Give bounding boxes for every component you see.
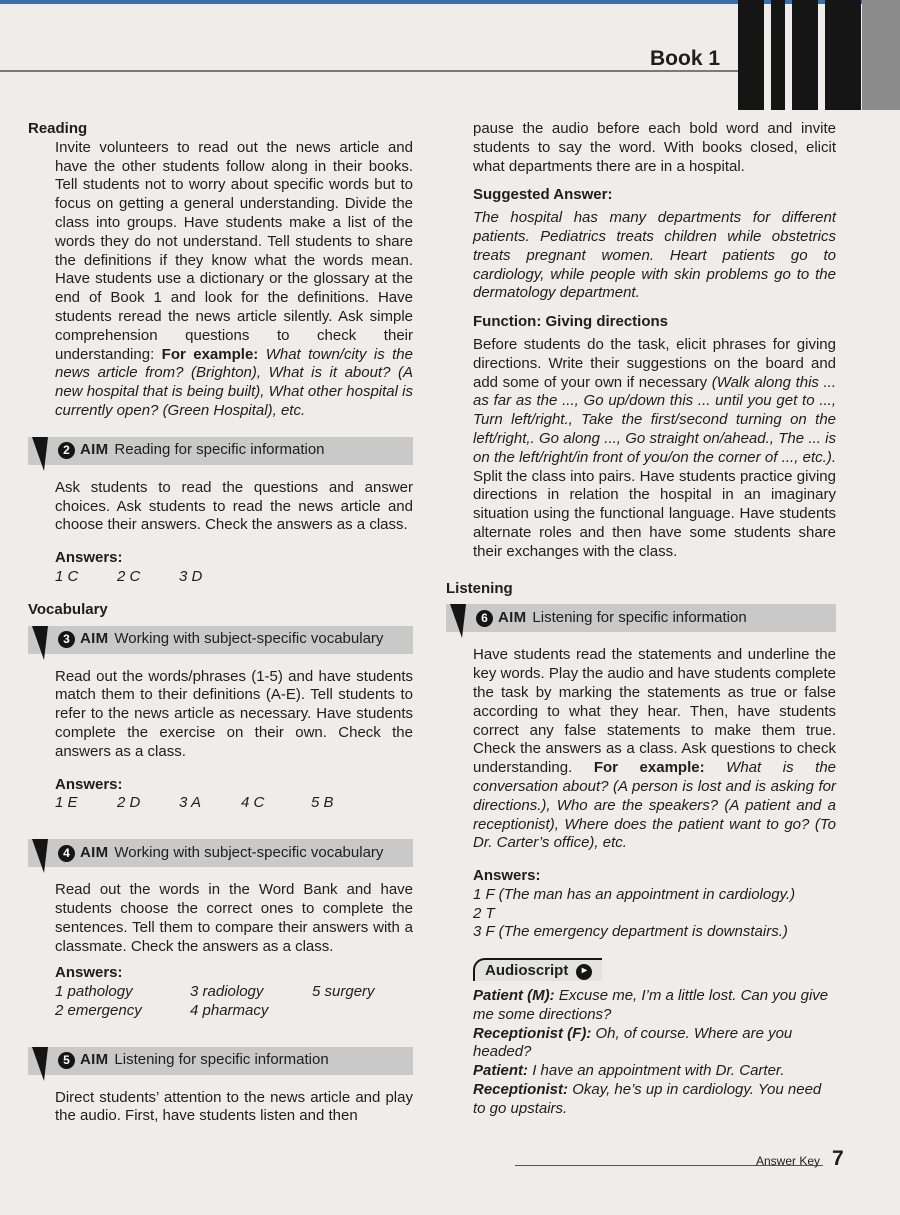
script-speaker: Receptionist: [473,1081,569,1099]
function-text-b: Split the class into pairs. Have students practice giving directions in relation the hospital in an imaginary situation using the functional language. Have students alternate roles and then have some students share their exchanges with the class. [473,467,836,560]
aim-4-title: Working with subject-specific vocabulary [114,843,384,861]
banner-wedge-icon [32,626,48,660]
answer-item: 2 D [117,794,141,812]
answer-item: 5 surgery [312,983,375,1001]
book-title: Book 1 [650,47,721,70]
script-text: Excuse me, I’m a little lost. Can you give me some directions? [473,987,829,1023]
reading-paragraph [28,139,413,421]
answer-item [312,1002,402,1021]
aim-5-title: Listening for specific information [114,1051,329,1069]
page-number: 7 [832,1147,844,1170]
header-gray-tab [862,0,900,110]
banner-wedge-icon [32,839,48,873]
aim-6-banner [446,604,836,632]
aim-5-text: Direct students’ attention to the news article and play the audio. First, have students listen and then [55,1088,413,1125]
answer-item: 3 F (The emergency department is downstairs.) [473,923,788,941]
function-paragraph [473,336,836,562]
audioscript-label: Audioscript [485,962,569,980]
reading-heading: Reading [28,120,88,137]
aim-6-answers-label: Answers: [473,867,541,885]
answer-item: 3 radiology [190,983,264,1001]
aim-6-example-label: For example: [593,759,705,777]
answer-item: 1 C [55,567,79,585]
banner-wedge-icon [32,437,48,471]
aim-4-banner [28,839,413,867]
aim-2-number: 2 [58,442,75,459]
answer-item: 4 C [241,794,265,812]
audioscript-dialogue [473,987,836,1119]
script-speaker: Patient: [473,1062,529,1080]
answer-item: 1 E [55,794,78,812]
aim-6-number: 6 [476,610,493,627]
aim-6-example: What is the conversation about? (A person is lost and is asking for directions.), Who are the speakers? (A patient and a receptionist), Where does the patient want to go? (To Dr. Carter’s office), etc. [473,759,837,852]
script-text: Oh, of course. Where are you headed? [473,1024,793,1061]
suggested-answer-text [473,209,836,303]
aim-6-label: AIM [498,608,527,626]
right-column [446,120,836,1119]
banner-wedge-icon [32,1047,48,1081]
aim-2-answers [55,568,413,587]
aim-6-answers [473,886,836,942]
audioscript-tab [473,958,602,981]
aim-6-title: Listening for specific information [532,608,747,626]
aim-3-label: AIM [80,630,109,648]
aim-4-answers [55,983,413,1021]
continued-text: pause the audio before each bold word and invite students to say the word. With books closed, elicit what departments there are in a hospital. [473,120,836,175]
function-text-italic: (Walk along this ... as far as the ..., Go up/down this ... until you get to ..., Turn left/right., Take the first/second turning on the left/right,. Go along ..., Go straight on/ahead., The ... is on the left/right/in front of you/on the corner of ..., etc.). [473,373,836,466]
aim-4-text: Read out the words in the Word Bank and have students choose the correct ones to complete the sentences. Tell them to compare their answers with a classmate. Check the answers as a class. [55,881,413,955]
aim-6-text: Have students read the statements and underline the key words. Play the audio and have students complete the task by marking the statements as true or false according to what they hear. Then, have students correct any false statements to make them true. Check the answers as a class. Ask questions to check understanding. [473,646,836,777]
function-label: Function: Giving directions [473,313,668,331]
aim-5-label: AIM [80,1051,109,1069]
script-line [473,1081,836,1119]
aim-4-label: AIM [80,843,109,861]
script-line [473,1025,836,1063]
aim-3-answers [55,794,413,813]
answer-item: 3 A [179,794,201,812]
answer-item: 2 emergency [55,1001,142,1019]
script-line [473,1062,836,1081]
speaker-icon: ▸ [576,964,592,980]
aim-5-number: 5 [58,1052,75,1069]
aim-5-banner [28,1047,413,1075]
answer-item: 5 B [311,794,334,812]
answer-item: 2 T [473,904,495,922]
suggested-answer-label: Suggested Answer: [473,186,613,204]
footer-label: Answer Key [756,1154,821,1168]
header-stripes [738,0,862,110]
aim-3-text: Read out the words/phrases (1-5) and have students match them to their definitions (A-E). Tell students to refer to the news article as necessary. Have students complete the exercise on their own. Check the answers as a class. [55,667,413,760]
reading-example-label: For example: [161,345,259,363]
listening-heading: Listening [446,579,513,597]
reading-example: What town/city is the news article from? (Brighton), What is it about? (A new hospital that is being built), What other hospital is currently open? (Green Hospital), etc. [55,345,413,419]
aim-2-banner [28,437,413,465]
aim-2-label: AIM [80,441,109,459]
vocabulary-heading: Vocabulary [28,600,108,618]
banner-wedge-icon [450,604,466,638]
suggested-answer-italic: The hospital has many departments for different patients. Pediatrics treats children while obstetrics treats pregnant women. Heart patients go to cardiology, while people with skin problems go to the dermatology department. [473,209,836,302]
script-speaker: Receptionist (F): [473,1024,592,1042]
aim-4-number: 4 [58,845,75,862]
aim-2-title: Reading for specific information [114,441,325,459]
script-line [473,987,836,1025]
aim-3-number: 3 [58,631,75,648]
answer-item: 4 pharmacy [190,1001,269,1019]
aim-2-answers-label: Answers: [55,549,123,567]
aim-3-banner [28,626,413,654]
aim-3-answers-label: Answers: [55,775,123,793]
aim-2-text: Ask students to read the questions and answer choices. Ask students to read the news article and choose their answers. Check the answers as a class. [55,478,413,534]
script-text: I have an appointment with Dr. Carter. [532,1062,785,1080]
reading-text: Invite volunteers to read out the news article and have the other students follow along in their books. Tell students not to worry about specific words but to focus on getting a general understanding. Divide the class into groups. Have students make a list of the words they do not understand. Tell students to share the definitions if they know what the words mean. Have students use a dictionary or the glossary at the end of Book 1 and look for the definitions. Have students reread the news article silently. Ask simple comprehension questions to check their understanding: [55,138,413,363]
answer-item: 3 D [179,567,203,585]
function-text-a: Before students do the task, elicit phrases for giving directions. Write their suggestions on the board and add some of your own if necessary [473,335,836,391]
script-speaker: Patient (M): [473,987,555,1005]
answer-item: 1 pathology [55,983,133,1001]
aim-3-title: Working with subject-specific vocabulary [114,630,384,648]
answer-item: 1 F (The man has an appointment in cardiology.) [473,885,796,903]
left-column [28,120,413,1126]
aim-6-paragraph [473,646,836,853]
header-rule [0,70,740,72]
aim-4-answers-label: Answers: [55,964,123,982]
script-text: Okay, he’s up in cardiology. You need to go upstairs. [473,1081,822,1117]
answer-item: 2 C [117,567,141,585]
